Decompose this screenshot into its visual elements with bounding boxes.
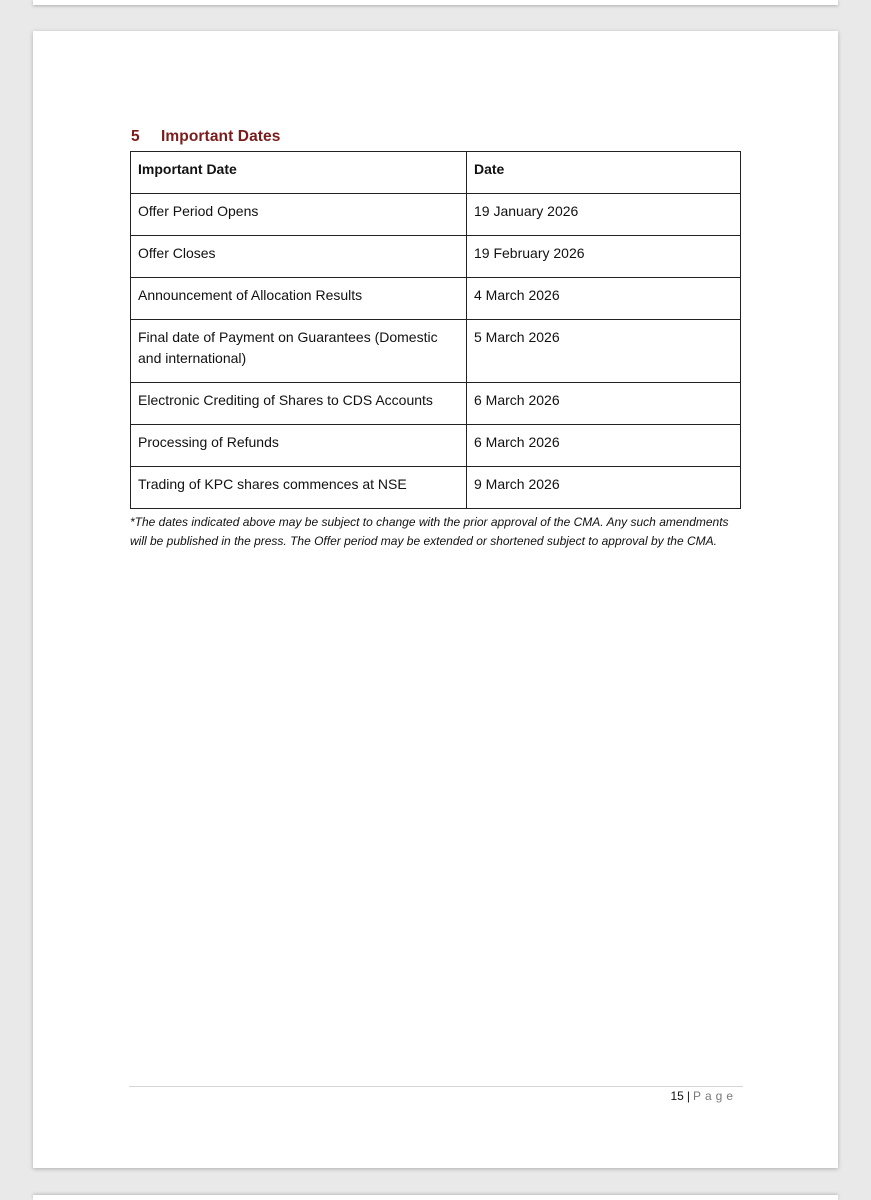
date-cell: 6 March 2026 xyxy=(467,383,741,425)
event-cell: Electronic Crediting of Shares to CDS Accounts xyxy=(131,383,467,425)
table-row xyxy=(131,383,741,425)
document-page xyxy=(33,31,838,1168)
date-cell: 6 March 2026 xyxy=(467,425,741,467)
section-title: Important Dates xyxy=(161,128,281,145)
date-cell: 5 March 2026 xyxy=(467,320,741,383)
table-row xyxy=(131,236,741,278)
event-cell: Offer Closes xyxy=(131,236,467,278)
date-cell: 19 January 2026 xyxy=(467,194,741,236)
section-heading xyxy=(131,128,281,146)
table-row xyxy=(131,320,741,383)
table-header-row xyxy=(131,152,741,194)
next-page-edge xyxy=(33,1195,838,1200)
event-cell: Processing of Refunds xyxy=(131,425,467,467)
page-footer xyxy=(670,1089,737,1103)
column-header-event: Important Date xyxy=(131,152,467,194)
section-number: 5 xyxy=(131,128,140,145)
page-number: 15 xyxy=(670,1089,684,1103)
table-row xyxy=(131,278,741,320)
table-row xyxy=(131,467,741,509)
page-label: Page xyxy=(692,1089,737,1103)
date-cell: 4 March 2026 xyxy=(467,278,741,320)
table-row xyxy=(131,425,741,467)
previous-page-edge xyxy=(33,0,838,5)
date-cell: 19 February 2026 xyxy=(467,236,741,278)
dates-disclaimer-note: *The dates indicated above may be subject to change with the prior approval of the CMA. Any such amendments will be published in the press. The Offer period may be extended or shortened subject to approval by the CMA. xyxy=(130,515,729,548)
footer-separator: | xyxy=(686,1089,690,1103)
footer-divider xyxy=(129,1086,743,1087)
column-header-date: Date xyxy=(467,152,741,194)
table-row xyxy=(131,194,741,236)
event-cell: Trading of KPC shares commences at NSE xyxy=(131,467,467,509)
event-cell: Announcement of Allocation Results xyxy=(131,278,467,320)
event-cell: Offer Period Opens xyxy=(131,194,467,236)
event-cell: Final date of Payment on Guarantees (Domestic and international) xyxy=(131,320,467,383)
important-dates-table xyxy=(130,151,741,509)
date-cell: 9 March 2026 xyxy=(467,467,741,509)
